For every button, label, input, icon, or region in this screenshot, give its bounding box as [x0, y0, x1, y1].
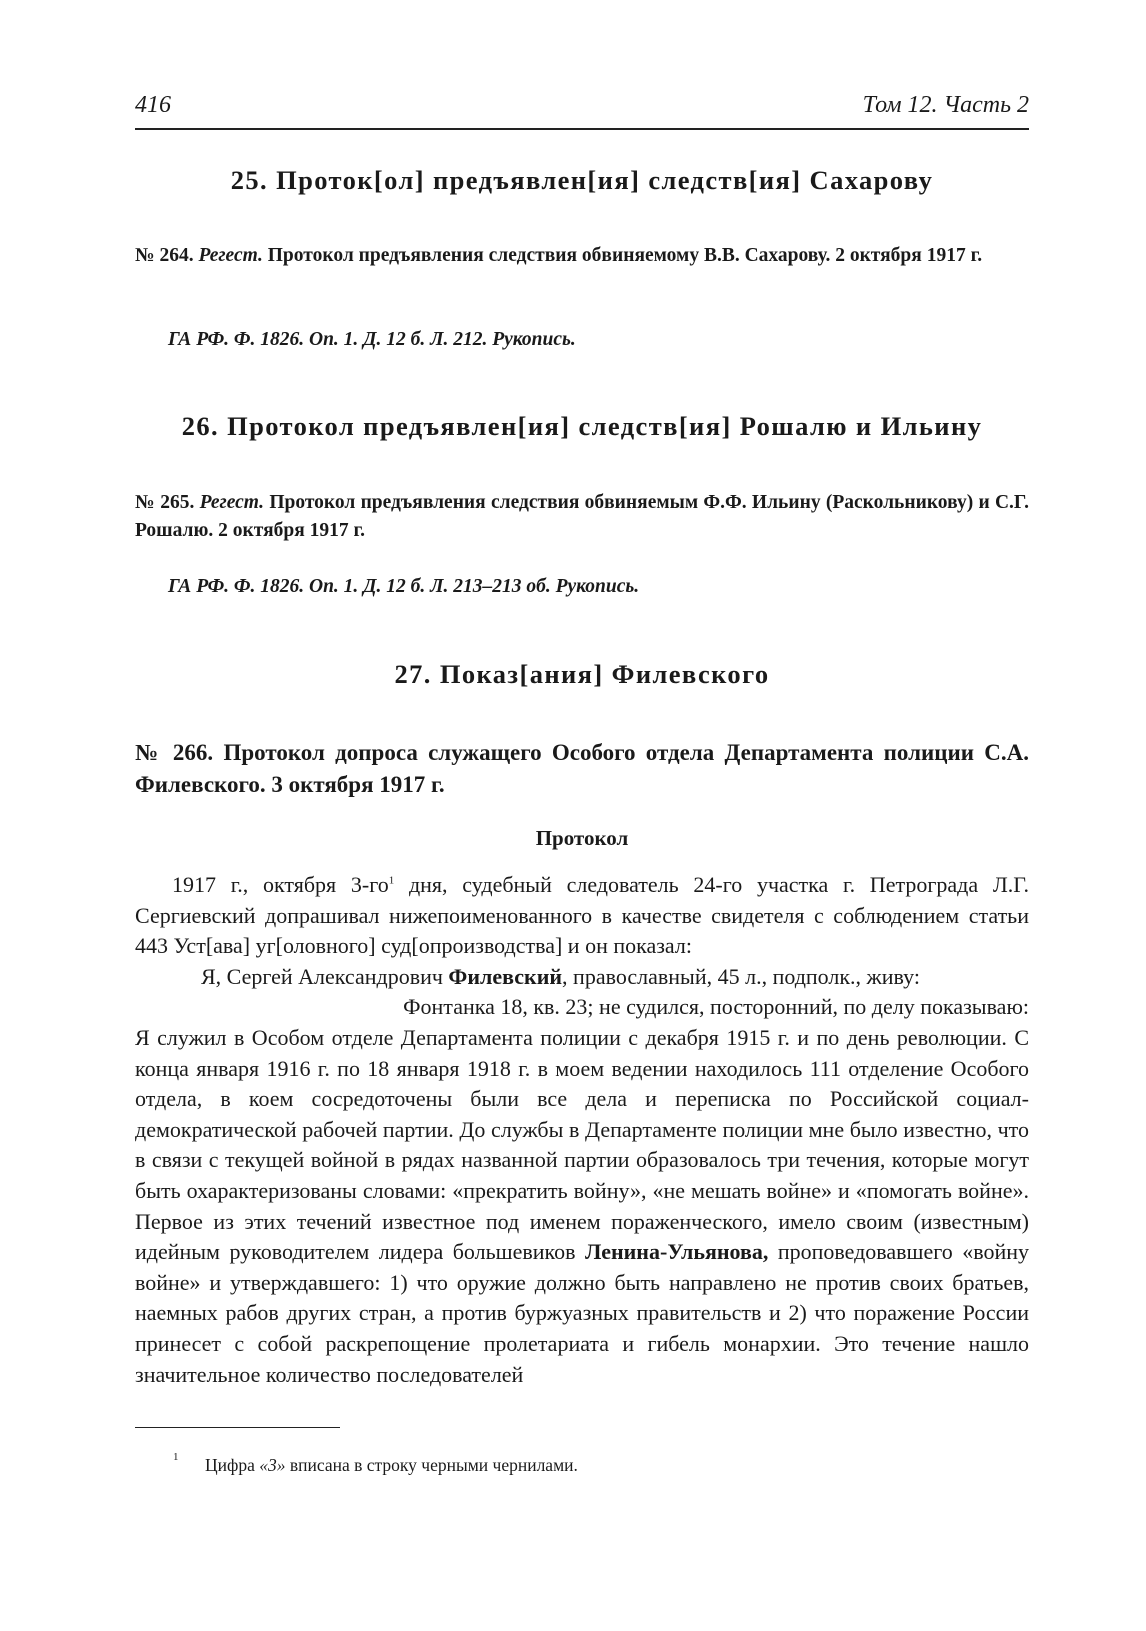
section-25-title: 25. Проток[ол] предъявлен[ия] следств[ия] Сахарову [230, 165, 934, 195]
regest-label: Регест. [198, 245, 263, 266]
paragraph: Я, Сергей Александрович Филевский, православный, 45 л., подполк., живу: [201, 963, 920, 989]
paragraph: Я служил в Особом отделе Департамента полиции с декабря 1915 г. и по день революции. С конца января 1916 г. по 18 января 1918 г. в моем ведении находилось 111 отделение Особого отдела, в коем сосредоточены были все дела и переписка по Российской социал-демократической рабочей партии. До службы в Департаменте полиции мне было известно, что в связи с текущей войной в рядах названной партии образовалось три течения, которые могут быть охарактеризованы словами: «прекратить войну», «не мешать войне» и «помогать войне». Первое из этих течений известное под именем пораженческого, имело своим (известным) идейным руководителем лидера большевиков Ленина-Ульянова, проповедовавшего «войну войне» и утверждавшего: 1) что оружие должно быть направлено не против своих братьев, наемных рабов других стран, а против буржуазных правительств и 2) что поражение России принесет с собой раскрепощение пролетариата и гибель монархии. Это течение нашло значительное количество последователей [135, 1024, 1029, 1387]
source-reference-264: ГА РФ. Ф. 1826. Оп. 1. Д. 12 б. Л. 212. Рукопись. [168, 329, 576, 350]
footnote-divider [135, 1427, 340, 1428]
witness-name: Филевский [448, 963, 563, 989]
footnote-number: 1 [173, 1451, 179, 1463]
regest-text: Протокол предъявления следствия обвиняемым Ф.Ф. Ильину (Раскольникову) и С.Г. Рошалю. 2 октября 1917 г. [135, 492, 1029, 541]
document-title: Протокол [535, 826, 629, 850]
page-number: 416 [135, 92, 171, 118]
regest-number: № 264. [135, 245, 194, 266]
regest-number: № 265. [135, 492, 195, 513]
volume-label: Том 12. Часть 2 [862, 92, 1029, 118]
regest-text: Протокол предъявления следствия обвиняемому В.В. Сахарову. 2 октября 1917 г. [267, 245, 983, 266]
document-266-heading: № 266. Протокол допроса служащего Особого отдела Департамента полиции С.А. Филевского. 3 октября 1917 г. [135, 740, 1029, 797]
section-26-title: 26. Протокол предъявлен[ия] следств[ия] Рошалю и Ильину [181, 411, 983, 441]
regest-265 [135, 489, 1029, 545]
regest-264 [135, 242, 1029, 270]
source-reference-265: ГА РФ. Ф. 1826. Оп. 1. Д. 12 б. Л. 213–213 об. Рукопись. [168, 576, 640, 597]
paragraph: 1917 г., октября $3-го^1$ дня, судебный следователь 24-го участка г. Петрограда Л.Г. Сергиевский допрашивал нижепоименованного в качестве свидетеля с соблюдением статьи 443 Уст[ава] уг[оловного] суд[опроизводства] и он показал: [135, 872, 1029, 959]
footnote-ref: 1 [388, 874, 395, 887]
section-27-title: 27. Показ[ания] Филевского [394, 659, 770, 689]
footnote-text: Цифра «3» вписана в строку черными чернилами. [205, 1455, 578, 1475]
regest-label: Регест. [199, 492, 265, 513]
running-header [135, 88, 1029, 130]
document-body [135, 870, 1029, 1390]
bold-name: Ленина-Ульянова, [584, 1239, 769, 1265]
paragraph: Фонтанка 18, кв. 23; не судился, посторонний, по делу показываю: [403, 994, 1029, 1020]
